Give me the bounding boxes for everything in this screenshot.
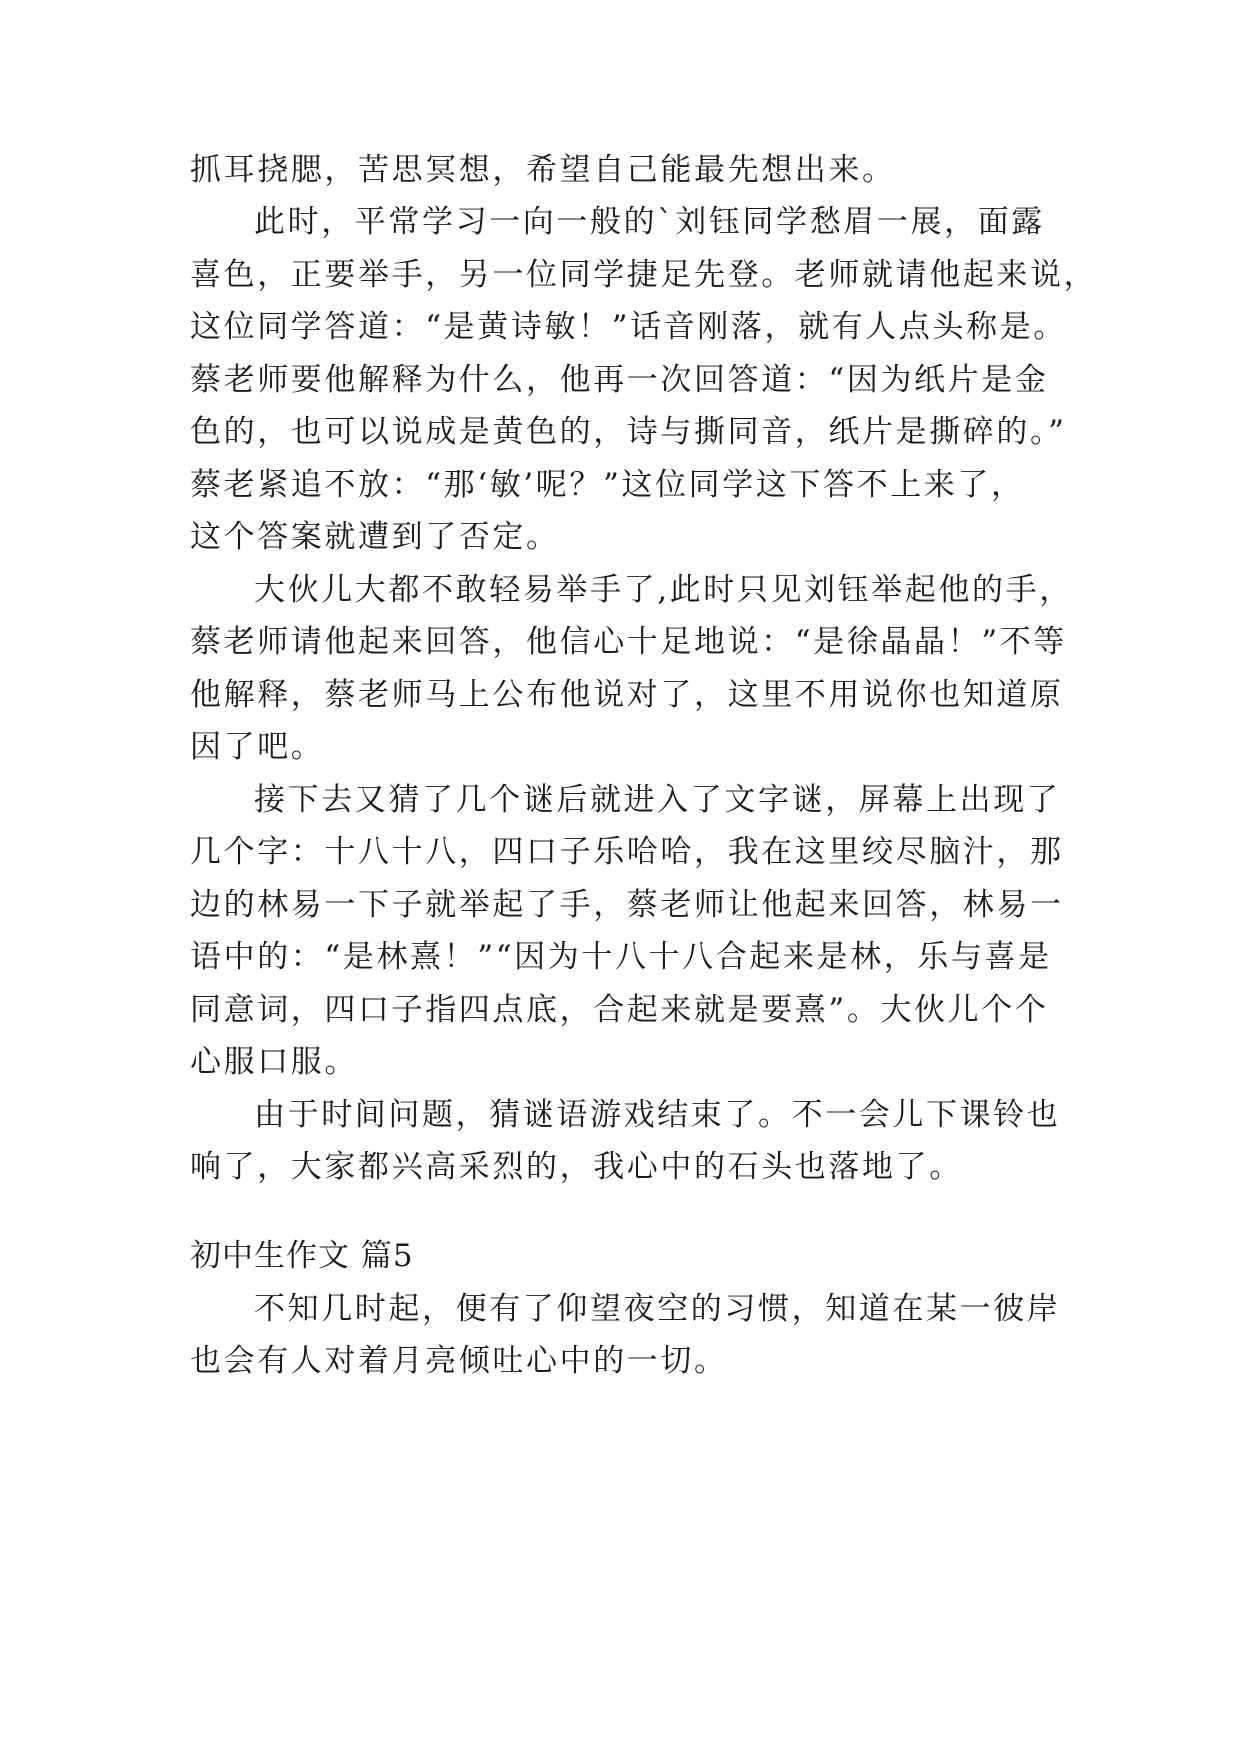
- text-line: 边的林易一下子就举起了手，蔡老师让他起来回答，林易一: [190, 887, 1064, 923]
- text-line: 也会有人对着月亮倾吐心中的一切。: [190, 1343, 728, 1379]
- text-line: 接下去又猜了几个谜后就进入了文字谜，屏幕上出现了: [254, 782, 1061, 818]
- text-line: 他解释，蔡老师马上公布他说对了，这里不用说你也知道原: [190, 677, 1064, 713]
- text-line: 同意词，四口子指四点底，合起来就是要熹”。大伙儿个个: [190, 992, 1049, 1028]
- text-line: 这个答案就遭到了否定。: [190, 519, 560, 555]
- text-line: 色的，也可以说成是黄色的，诗与撕同音，纸片是撕碎的。”: [190, 414, 1067, 450]
- text-line: 几个字：十八十八，四口子乐哈哈，我在这里绞尽脑汁，那: [190, 834, 1064, 870]
- section-heading: 初中生作文 篇5: [190, 1238, 414, 1274]
- text-line: 因了吧。: [190, 729, 325, 765]
- text-line: 蔡老师请他起来回答，他信心十足地说：“是徐晶晶！”不等: [190, 624, 1067, 660]
- text-line: 大伙儿大都不敢轻易举手了,此时只见刘钰举起他的手，: [254, 572, 1073, 608]
- text-line: 响了，大家都兴高采烈的，我心中的石头也落地了。: [190, 1149, 963, 1185]
- text-line: 此时，平常学习一向一般的`刘钰同学愁眉一展，面露: [254, 204, 1045, 240]
- text-line: 喜色，正要举手，另一位同学捷足先登。老师就请他起来说，: [190, 257, 1098, 293]
- text-line: 蔡老师要他解释为什么，他再一次回答道：“因为纸片是金: [190, 362, 1049, 398]
- text-line: 由于时间问题，猜谜语游戏结束了。不一会儿下课铃也: [254, 1097, 1061, 1133]
- text-line: 这位同学答道：“是黄诗敏！”话音刚落，就有人点头称是。: [190, 309, 1067, 345]
- text-line: 语中的：“是林熹！”“因为十八十八合起来是林，乐与喜是: [190, 939, 1052, 975]
- text-line: 抓耳挠腮，苦思冥想，希望自己能最先想出来。: [190, 152, 896, 188]
- text-line: 不知几时起，便有了仰望夜空的习惯，知道在某一彼岸: [254, 1291, 1061, 1327]
- text-line: 蔡老紧追不放：“那‘敏’呢？”这位同学这下答不上来了，: [190, 467, 1025, 503]
- text-line: 心服口服。: [190, 1044, 358, 1080]
